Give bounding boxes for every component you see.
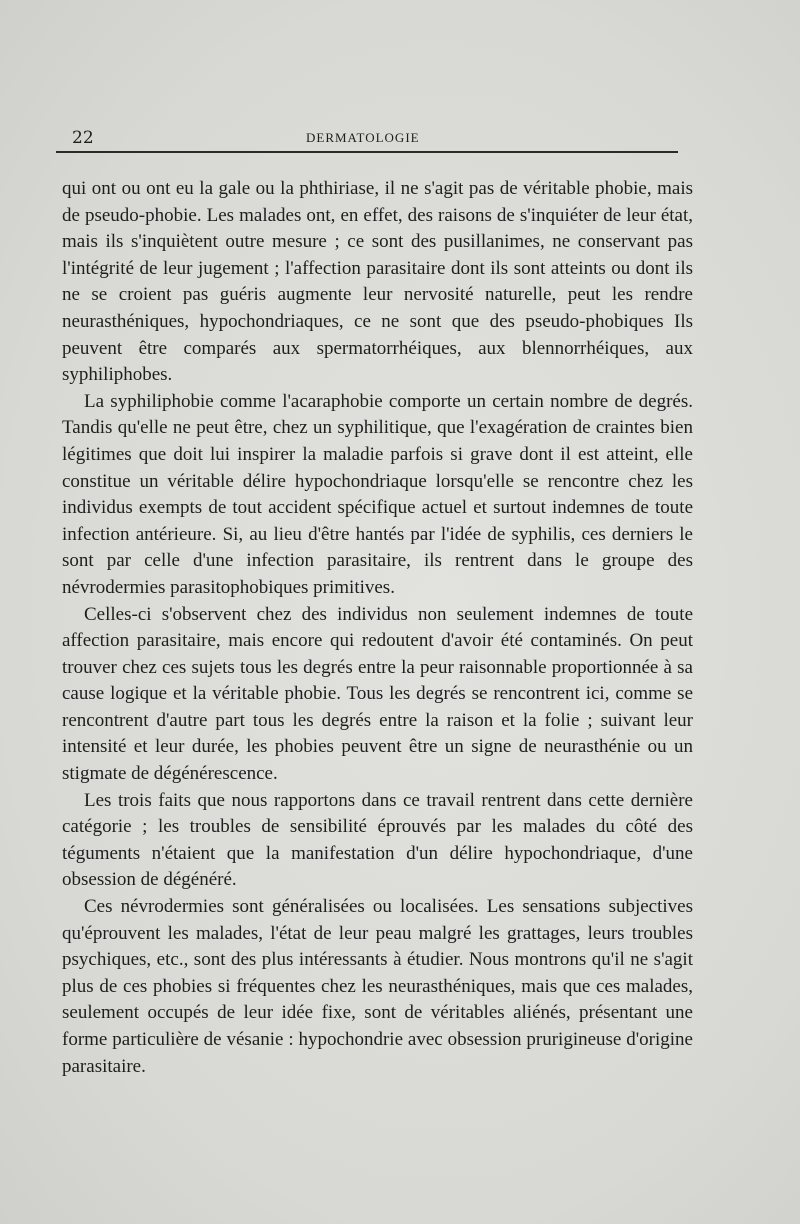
page-header bbox=[62, 124, 678, 154]
paragraph-2: La syphiliphobie comme l'acaraphobie comporte un certain nombre de degrés. Tandis qu'elle ne peut être, chez un syphilitique, que l'exagération de craintes bien légitimes que doit lui inspirer la maladie parfois si grave dont il est atteint, elle constitue un véritable délire hypochondriaque lorsqu'elle se rencontre chez les individus exempts de tout accident spécifique actuel et surtout indemnes de toute infection antérieure. Si, au lieu d'être hantés par l'idée de syphilis, ces derniers le sont par celle d'une infection parasitaire, ils rentrent dans le groupe des névrodermies parasitophobiques primitives. bbox=[62, 390, 693, 598]
header-rule bbox=[56, 151, 678, 153]
paragraph-4: Les trois faits que nous rapportons dans ce travail rentrent dans cette dernière catégorie ; les troubles de sensibilité éprouvés par les malades du côté des téguments n'étaient que la manifestation d'un délire hypochondriaque, d'une obsession de dégénéré. bbox=[62, 789, 693, 891]
paragraph-3: Celles-ci s'observent chez des individus non seulement indemnes de toute affection parasitaire, mais encore qui redoutent d'avoir été contaminés. On peut trouver chez ces sujets tous les degrés entre la peur raisonnable proportionnée à sa cause logique et la véritable phobie. Tous les degrés se rencontrent ici, comme se rencontrent d'autre part tous les degrés entre la raison et la folie ; suivant leur intensité et leur durée, les phobies peuvent être un signe de neurasthénie ou un stigmate de dégénérescence. bbox=[62, 603, 693, 785]
paragraph-1: qui ont ou ont eu la gale ou la phthiriase, il ne s'agit pas de véritable phobie, mais de pseudo-phobie. Les malades ont, en effet, des raisons de s'inquiéter de leur état, mais ils s'inquiètent outre mesure ; ce sont des pusillanimes, ne conservant pas l'intégrité de leur jugement ; l'affection parasitaire dont ils sont atteints ou dont ils ne se croient pas guéris augmente leur nervosité naturelle, peut les rendre neurasthéniques, hypochondriaques, ce ne sont que des pseudo-phobiques Ils peuvent être comparés aux spermatorrhéiques, aux blennorrhéiques, aux syphiliphobes. bbox=[62, 178, 693, 386]
running-title: DERMATOLOGIE bbox=[306, 130, 420, 145]
page-number: 22 bbox=[72, 128, 94, 148]
body-text bbox=[62, 176, 693, 1080]
paragraph-5: Ces névrodermies sont généralisées ou localisées. Les sensations subjectives qu'éprouvent les malades, l'état de leur peau malgré les grattages, leurs troubles psychiques, etc., sont des plus intéressants à étudier. Nous montrons qu'il ne s'agit plus de ces phobies si fréquentes chez les neurasthéniques, mais que ces malades, seulement occupés de leur idée fixe, sont de véritables aliénés, présentant une forme particulière de vésanie : hypochondrie avec obsession prurigineuse d'origine parasitaire. bbox=[62, 896, 693, 1077]
